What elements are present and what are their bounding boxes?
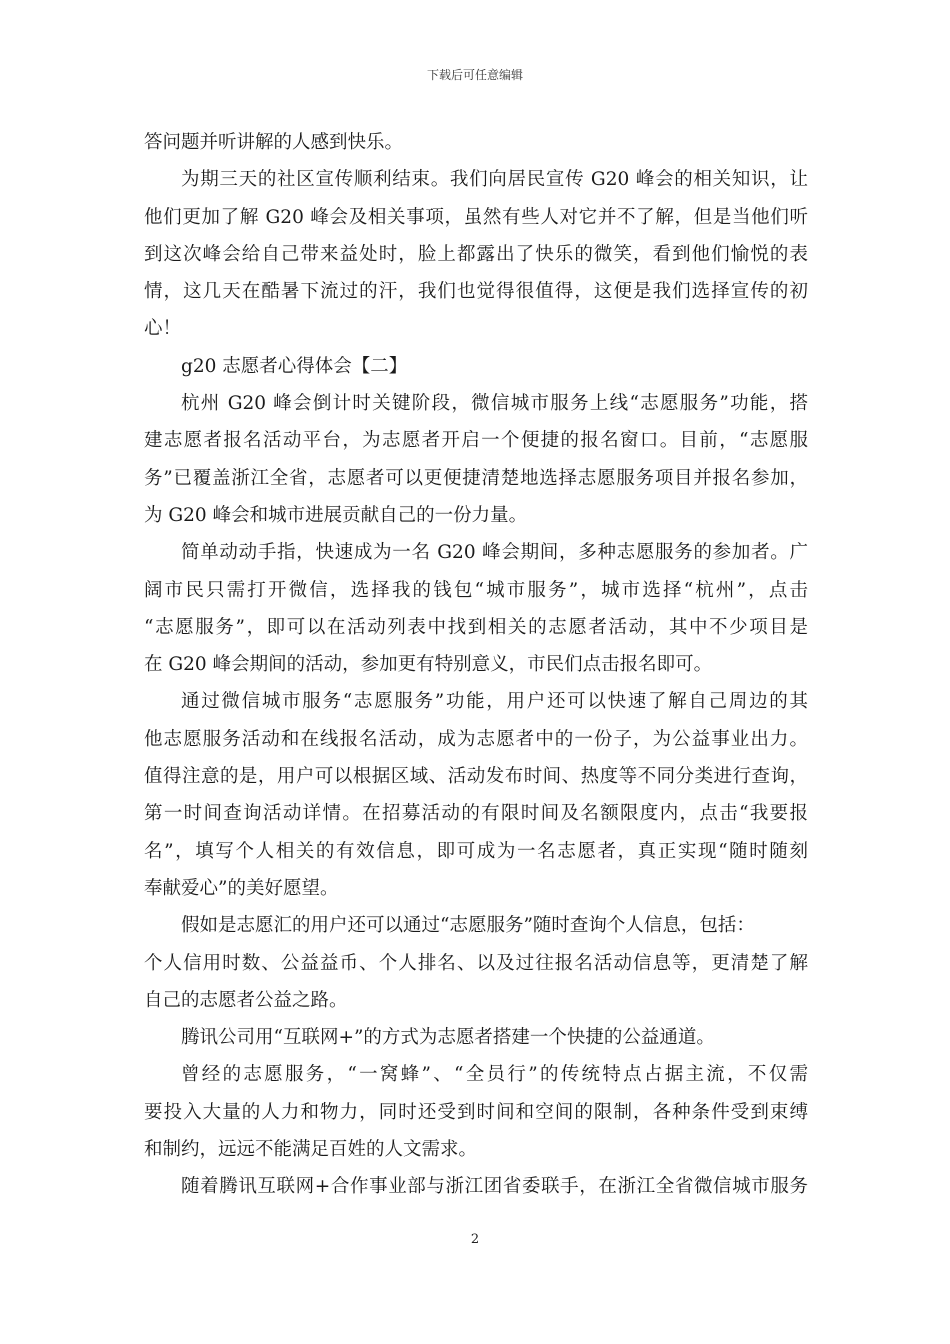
text-line: 名”，填写个人相关的有效信息，即可成为一名志愿者，真正实现“随时随刻 bbox=[144, 840, 808, 862]
text-line: 为 G20 峰会和城市进展贡献自己的一份力量。 bbox=[144, 504, 528, 526]
text-line: 个人信用时数、公益益币、个人排名、以及过往报名活动信息等，更清楚了解 bbox=[144, 952, 808, 974]
text-line: 通过微信城市服务“志愿服务”功能，用户还可以快速了解自己周边的其 bbox=[181, 691, 808, 713]
page-header-note: 下载后可任意编辑 bbox=[426, 68, 523, 82]
text-line: 自己的志愿者公益之路。 bbox=[144, 989, 348, 1011]
document-body bbox=[144, 124, 808, 1206]
text-line: 第一时间查询活动详情。在招募活动的有限时间及名额限度内，点击“我要报 bbox=[144, 803, 808, 825]
text-line: 在 G20 峰会期间的活动，参加更有特别意义，市民们点击报名即可。 bbox=[144, 654, 713, 676]
text-line: 随着腾讯互联网+合作事业部与浙江团省委联手，在浙江全省微信城市服务 bbox=[181, 1176, 808, 1198]
text-line: 曾经的志愿服务，“一窝蜂”、“全员行”的传统特点占据主流，不仅需 bbox=[181, 1064, 808, 1086]
text-line: 到这次峰会给自己带来益处时，脸上都露出了快乐的微笑，看到他们愉悦的表 bbox=[144, 243, 808, 265]
text-line: 心！ bbox=[144, 318, 182, 340]
text-line: 和制约，远远不能满足百姓的人文需求。 bbox=[144, 1139, 478, 1161]
text-line: 情，这几天在酷暑下流过的汗，我们也觉得很值得，这便是我们选择宣传的初 bbox=[144, 281, 808, 303]
text-line: 阔市民只需打开微信，选择我的钱包“城市服务”，城市选择“杭州”，点击 bbox=[144, 579, 808, 601]
text-line: 为期三天的社区宣传顺利结束。我们向居民宣传 G20 峰会的相关知识，让 bbox=[181, 169, 808, 191]
section-heading: g20 志愿者心得体会【二】 bbox=[181, 355, 408, 377]
text-line: 简单动动手指，快速成为一名 G20 峰会期间，多种志愿服务的参加者。广 bbox=[181, 542, 808, 564]
text-line: “志愿服务”，即可以在活动列表中找到相关的志愿者活动，其中不少项目是 bbox=[144, 616, 808, 638]
text-line: 他们更加了解 G20 峰会及相关事项，虽然有些人对它并不了解，但是当他们听 bbox=[144, 206, 808, 228]
text-line: 腾讯公司用“互联网+”的方式为志愿者搭建一个快捷的公益通道。 bbox=[181, 1027, 715, 1049]
text-line: 值得注意的是，用户可以根据区域、活动发布时间、热度等不同分类进行查询， bbox=[144, 766, 808, 788]
text-line: 杭州 G20 峰会倒计时关键阶段，微信城市服务上线“志愿服务”功能，搭 bbox=[181, 393, 808, 415]
text-line: 假如是志愿汇的用户还可以通过“志愿服务”随时查询个人信息，包括： bbox=[181, 915, 755, 937]
text-line: 要投入大量的人力和物力，同时还受到时间和空间的限制，各种条件受到束缚 bbox=[144, 1101, 808, 1123]
text-line: 奉献爱心”的美好愿望。 bbox=[144, 877, 339, 899]
text-line: 务”已覆盖浙江全省，志愿者可以更便捷清楚地选择志愿服务项目并报名参加， bbox=[144, 467, 808, 489]
text-line: 答问题并听讲解的人感到快乐。 bbox=[144, 132, 404, 153]
page-number: 2 bbox=[470, 1232, 480, 1247]
text-line: 他志愿服务活动和在线报名活动，成为志愿者中的一份子，为公益事业出力。 bbox=[144, 728, 808, 750]
text-line: 建志愿者报名活动平台，为志愿者开启一个便捷的报名窗口。目前，“志愿服 bbox=[144, 430, 808, 452]
